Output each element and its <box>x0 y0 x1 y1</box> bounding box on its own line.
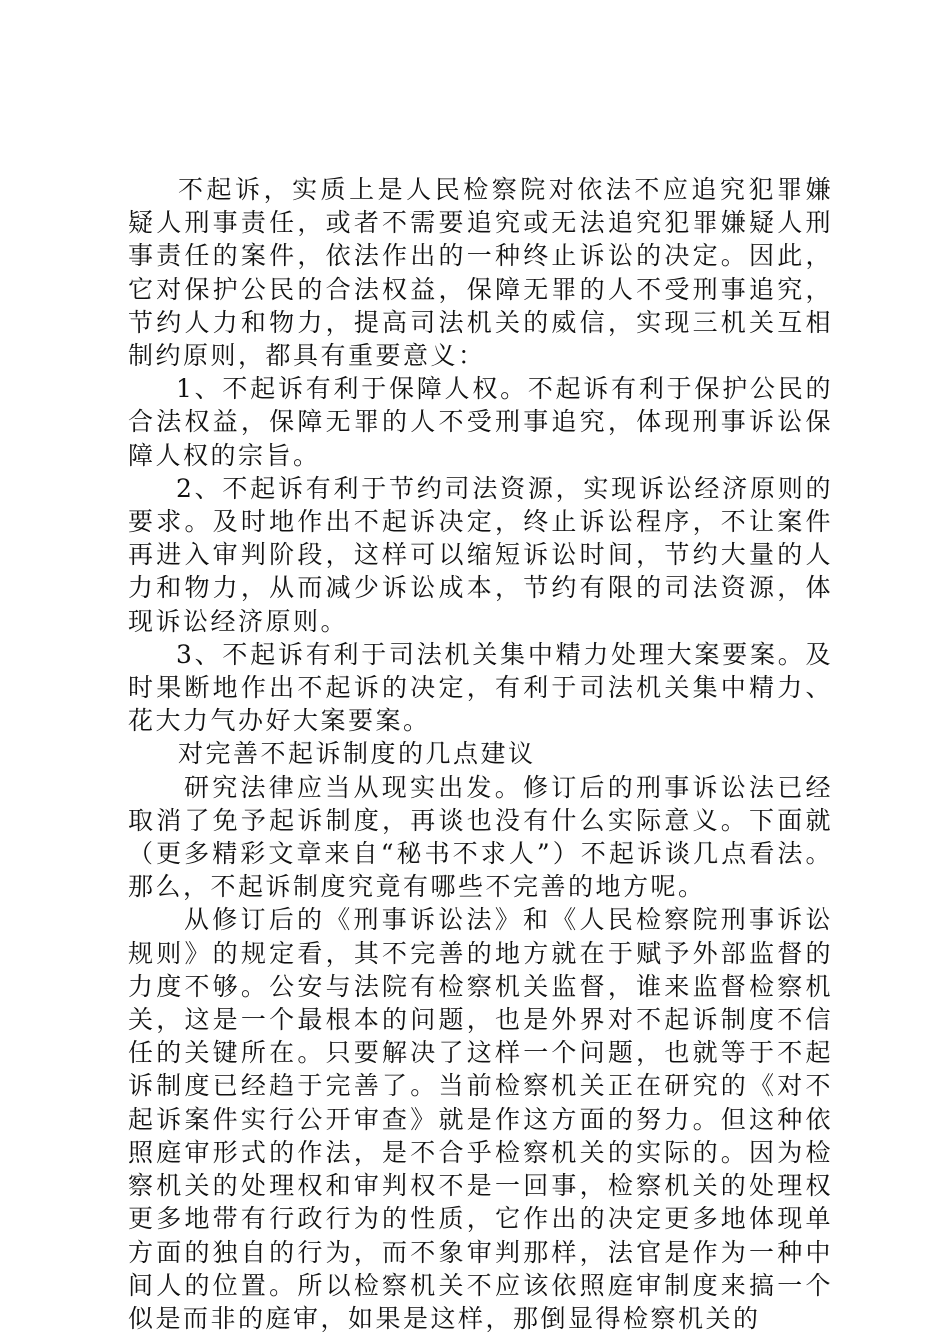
paragraph-point-1: 1、不起诉有利于保障人权。不起诉有利于保护公民的合法权益，保障无罪的人不受刑事追究，体现刑事诉讼保障人权的宗旨。 <box>128 374 833 470</box>
document-body <box>128 173 833 1335</box>
paragraph-research: 研究法律应当从现实出发。修订后的刑事诉讼法已经取消了免予起诉制度，再谈也没有什么实际意义。下面就（更多精彩文章来自“秘书不求人”）不起诉谈几点看法。那么，不起诉制度究竟有哪些不完善的地方呢。 <box>128 772 833 902</box>
paragraph-point-2: 2、不起诉有利于节约司法资源，实现诉讼经济原则的要求。及时地作出不起诉决定，终止诉讼程序，不让案件再进入审判阶段，这样可以缩短诉讼时间，节约大量的人力和物力，从而减少诉讼成本，节约有限的司法资源，体现诉讼经济原则。 <box>128 473 833 636</box>
paragraph-point-3: 3、不起诉有利于司法机关集中精力处理大案要案。及时果断地作出不起诉的决定，有利于司法机关集中精力、花大力气办好大案要案。 <box>128 639 833 736</box>
paragraph-intro: 不起诉，实质上是人民检察院对依法不应追究犯罪嫌疑人刑事责任，或者不需要追究或无法追究犯罪嫌疑人刑事责任的案件，依法作出的一种终止诉讼的决定。因此，它对保护公民的合法权益，保障无罪的人不受刑事追究，节约人力和物力，提高司法机关的威信，实现三机关互相制约原则，都具有重要意义： <box>128 175 833 371</box>
paragraph-analysis: 从修订后的《刑事诉讼法》和《人民检察院刑事诉讼规则》的规定看，其不完善的地方就在于赋予外部监督的力度不够。公安与法院有检察机关监督，谁来监督检察机关，这是一个最根本的问题，也是外界对不起诉制度不信任的关键所在。只要解决了这样一个问题，也就等于不起诉制度已经趋于完善了。当前检察机关正在研究的《对不起诉案件实行公开审查》就是作这方面的努力。但这种依照庭审形式的作法，是不合乎检察机关的实际的。因为检察机关的处理权和审判权不是一回事，检察机关的处理权更多地带有行政行为的性质，它作出的决定更多地体现单方面的独自的行为，而不象审判那样，法官是作为一种中间人的位置。所以检察机关不应该依照庭审制度来搞一个似是而非的庭审，如果是这样，那倒显得检察机关的 <box>128 905 833 1333</box>
section-heading: 对完善不起诉制度的几点建议 <box>178 739 536 769</box>
